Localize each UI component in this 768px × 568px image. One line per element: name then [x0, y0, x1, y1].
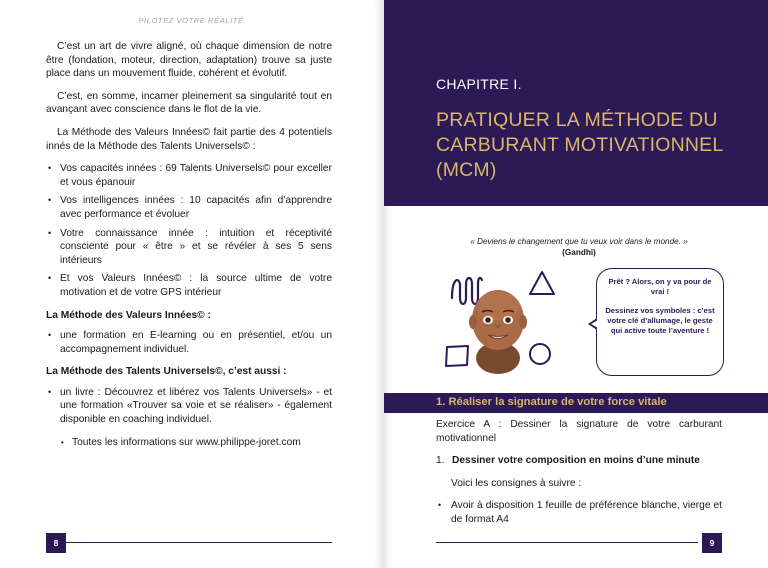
page-number: 9 [702, 533, 722, 553]
squiggle-icon [452, 278, 482, 304]
exercise-text: Exercice A : Dessiner la signature de votre carburant motivationnel [436, 419, 722, 444]
instructions-list [436, 499, 722, 526]
footer-rule [436, 542, 698, 543]
list-item: • Vos intelligences innées : 10 capacités afin d’apprendre avec performance et évoluer [46, 194, 332, 221]
quote-text: « Deviens le changement que tu veux voir dans le monde. » [470, 237, 688, 246]
valeurs-list [46, 329, 332, 356]
list-item: • Votre connaissance innée : intuition et réceptivité consciente pour « être » et se révéler à ses 5 sens intérieurs [46, 227, 332, 268]
list-item: • Avoir à disposition 1 feuille de préférence blanche, vierge et de format A4 [436, 499, 722, 526]
speech-bubble [596, 268, 724, 376]
paragraph-3: La Méthode des Valeurs Innées© fait partie des 4 potentiels innés de la Méthode des Talents Universels© : [46, 126, 332, 152]
step-number: 1. [436, 455, 445, 467]
quote-author: (Gandhi) [562, 248, 596, 257]
website-list [60, 436, 332, 450]
step-1 [436, 454, 722, 468]
list-item: • Et vos Valeurs Innées© : la source ultime de votre motivation et de votre GPS intérieur [46, 272, 332, 299]
chapter-title: PRATIQUER LA MÉTHODE DU CARBURANT MOTIVATIONNEL (MCM) [436, 109, 723, 181]
page-number: 8 [46, 533, 66, 553]
potentials-list [46, 162, 332, 299]
left-page [0, 0, 382, 568]
talents-list [46, 386, 332, 427]
website-link-text: • Toutes les informations sur www.philippe-joret.com [60, 436, 332, 450]
bubble-line-1: Prêt ? Alors, on y va pour de vrai ! [608, 277, 712, 296]
section-title: 1. Réaliser la signature de votre force vitale [436, 396, 667, 408]
instructions-text: Voici les consignes à suivre : [451, 477, 582, 489]
bubble-line-2: Dessinez vos symboles : c’est votre clé d’allumage, le geste qui active toute l’aventure ! [605, 306, 715, 335]
step-text: Dessiner votre composition en moins d’une minute [452, 455, 700, 467]
chapter-label: CHAPITRE I. [436, 76, 522, 92]
paragraph-2: C’est, en somme, incarner pleinement sa singularité tout en avançant avec conscience dans le flot de la vie. [46, 90, 332, 116]
right-page-body [436, 418, 722, 536]
square-icon [446, 346, 468, 366]
left-page-body [46, 40, 332, 449]
right-page [384, 0, 768, 568]
list-item: • un livre : Découvrez et libérez vos Talents Universels» - et une formation «Trouver sa voie et se réaliser» - également disponible en coaching individuel. [46, 386, 332, 427]
triangle-icon [530, 272, 554, 294]
circle-icon [530, 344, 550, 364]
speech-bubble-tail-inner [591, 320, 598, 328]
subheading-valeurs: La Méthode des Valeurs Innées© : [46, 309, 211, 321]
subheading-talents: La Méthode des Talents Universels©, c’est aussi : [46, 366, 287, 378]
epigraph [444, 236, 714, 258]
paragraph-1: C’est un art de vivre aligné, où chaque dimension de notre être (fondation, moteur, direction, adaptation) trouve sa juste place dans un mouvement fluide, cohérent et évolutif. [46, 41, 332, 80]
footer-rule [66, 542, 332, 543]
running-head: PILOTEZ VOTRE RÉALITÉ [138, 16, 244, 25]
memoji-avatar [469, 290, 527, 374]
list-item: • une formation en E-learning ou en présentiel, et/ou un accompagnement individuel. [46, 329, 332, 356]
list-item: • Vos capacités innées : 69 Talents Universels© pour exceller et vous épanouir [46, 162, 332, 189]
